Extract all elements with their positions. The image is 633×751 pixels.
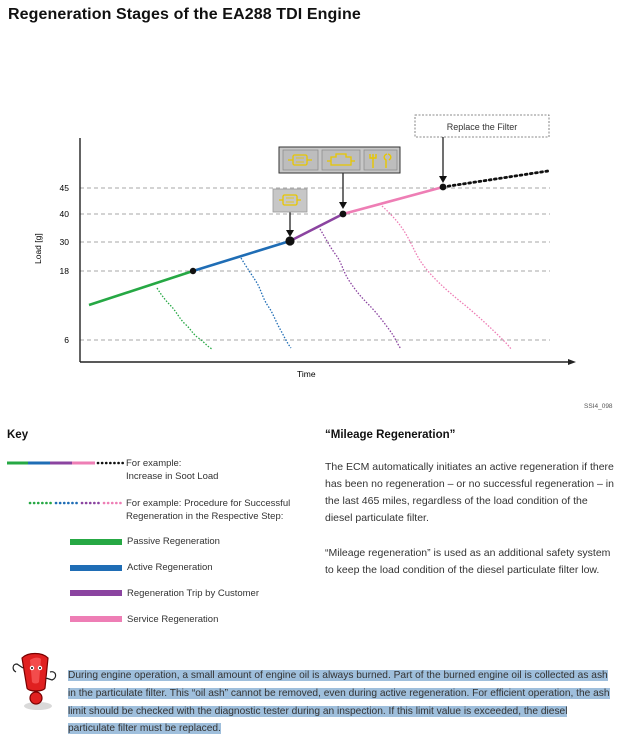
regeneration-icons-box: [279, 147, 400, 173]
key-example-text: [126, 457, 218, 483]
mileage-heading: “Mileage Regeneration”: [325, 429, 456, 441]
series-trip: [290, 214, 343, 241]
key-example-line-2: Increase in Soot Load: [126, 471, 219, 482]
marker-18: [190, 268, 196, 274]
y-tick-40: 40: [59, 209, 69, 219]
x-axis-label: Time: [297, 369, 316, 379]
marker-45: [440, 184, 447, 191]
key-example-line-1: For example:: [126, 458, 182, 469]
warning-icon: [8, 650, 66, 712]
y-tick-45: 45: [59, 183, 69, 193]
oil-ash-note: [68, 667, 616, 738]
key-procedure-line-1: For example: Procedure for Successful: [126, 498, 291, 509]
drop-trip: [320, 229, 401, 349]
replace-filter-label: Replace the Filter: [446, 122, 518, 132]
y-tick-6: 6: [64, 335, 69, 345]
series-service: [343, 187, 443, 214]
marker-30: [285, 236, 294, 245]
marker-40: [340, 211, 347, 218]
key-procedure-line-2: Regeneration in the Respective Step:: [126, 511, 284, 522]
key-label-trip: Regeneration Trip by Customer: [127, 588, 260, 599]
key-label-service: Service Regeneration: [127, 614, 219, 625]
series-active: [193, 241, 290, 271]
page-title: Regeneration Stages of the EA288 TDI Engine: [8, 6, 361, 23]
drop-service: [382, 206, 511, 349]
series-future: [443, 171, 548, 187]
key-label-active: Active Regeneration: [127, 562, 213, 573]
series-passive: [89, 271, 193, 305]
figure-number: SSI4_098: [584, 403, 613, 410]
particulate-filter-icon-box: [273, 189, 307, 212]
key-swatch-service: [70, 616, 122, 622]
y-tick-18: 18: [59, 266, 69, 276]
pointer-45-head: [439, 176, 447, 183]
mileage-paragraph-1: The ECM automatically initiates an active regeneration if there has been no regeneration – or no successful regeneration – in the last 465 miles, regardless of the load condition of the diesel particulate filter.: [325, 461, 614, 524]
oil-ash-note-text: During engine operation, a small amount of engine oil is always burned. Part of the burned engine oil is collected as ash in the particulate filter. This “oil ash” cannot be removed, even during active regeneration. For efficient operation, the ash limit should be checked with the diagnostic tester during an inspection. If this limit value is exceeded, the diesel particulate filter must be replaced.: [68, 670, 610, 735]
x-axis-arrow: [568, 359, 576, 365]
drop-active: [241, 258, 291, 348]
key-swatch-passive: [70, 539, 122, 545]
pointer-30-head: [286, 230, 294, 237]
key-lines: [0, 455, 130, 525]
key-procedure-text: [126, 497, 290, 523]
replace-filter-callout: [415, 115, 549, 137]
key-swatch-active: [70, 565, 122, 571]
y-axis-label: Load [g]: [33, 233, 43, 264]
key-swatch-trip: [70, 590, 122, 596]
pointer-40-head: [339, 202, 347, 209]
key-heading: Key: [7, 429, 29, 441]
mileage-paragraph-2: “Mileage regeneration” is used as an additional safety system to keep the load condition of the diesel particulate filter low.: [325, 547, 611, 576]
key-label-passive: Passive Regeneration: [127, 536, 220, 547]
y-tick-30: 30: [59, 237, 69, 247]
